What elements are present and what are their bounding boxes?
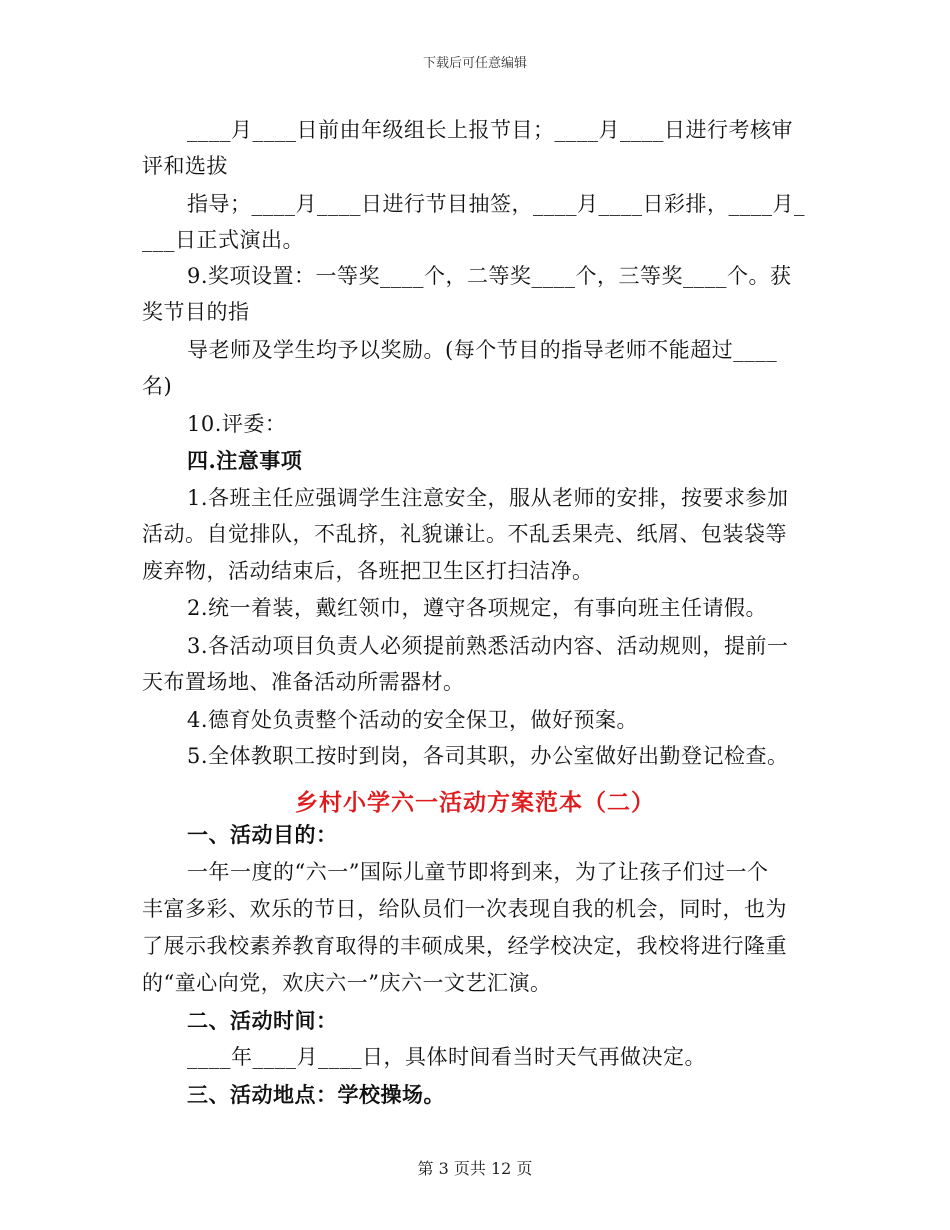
paragraph-line: 9.奖项设置：一等奖____个，二等奖____个，三等奖____个。获 xyxy=(187,264,792,288)
paragraph-line: 的“童心向党，欢庆六一”庆六一文艺汇演。 xyxy=(142,971,552,995)
paragraph-line: 丰富多彩、欢乐的节日，给队员们一次表现自我的机会，同时，也为 xyxy=(142,897,787,921)
paragraph-line: 10.评委： xyxy=(187,412,287,436)
paragraph-line: ____月____日前由年级组长上报节目；____月____日进行考核审 xyxy=(187,118,793,142)
paragraph-line: 名) xyxy=(142,374,173,398)
paragraph-line: 废弃物，活动结束后，各班把卫生区打扫洁净。 xyxy=(142,559,594,583)
paragraph-line: ____年____月____日，具体时间看当时天气再做决定。 xyxy=(187,1045,706,1069)
paragraph-line: 天布置场地、准备活动所需器材。 xyxy=(142,670,465,694)
paragraph-line: 了展示我校素养教育取得的丰硕成果，经学校决定，我校将进行隆重 xyxy=(142,934,787,958)
paragraph-line: 2.统一着装，戴红领巾，遵守各项规定，有事向班主任请假。 xyxy=(187,596,768,620)
paragraph-line: 奖节目的指 xyxy=(142,300,250,324)
section-heading: 四.注意事项 xyxy=(187,448,303,473)
paragraph-line: 评和选拔 xyxy=(142,154,228,178)
document-title: 乡村小学六一活动方案范本（二） xyxy=(295,789,655,816)
paragraph-line: 1.各班主任应强调学生注意安全，服从老师的安排，按要求参加 xyxy=(187,486,789,510)
page-footer: 第 3 页共 12 页 xyxy=(417,1159,533,1178)
section-heading: 一、活动目的： xyxy=(187,822,338,847)
paragraph-line: 4.德育处负责整个活动的安全保卫，做好预案。 xyxy=(187,708,639,732)
paragraph-line: 指导；____月____日进行节目抽签，____月____日彩排，____月_ xyxy=(187,192,805,216)
paragraph-line: ___日正式演出。 xyxy=(142,228,304,252)
section-heading: 二、活动时间： xyxy=(187,1008,338,1033)
section-heading: 三、活动地点：学校操场。 xyxy=(187,1082,445,1107)
paragraph-line: 导老师及学生均予以奖励。(每个节目的指导老师不能超过____ xyxy=(187,338,778,362)
page-header: 下载后可任意编辑 xyxy=(422,56,527,71)
paragraph-line: 一年一度的“六一”国际儿童节即将到来，为了让孩子们过一个 xyxy=(187,860,769,884)
paragraph-line: 活动。自觉排队，不乱挤，礼貌谦让。不乱丢果壳、纸屑、包装袋等 xyxy=(142,522,787,546)
paragraph-line: 3.各活动项目负责人必须提前熟悉活动内容、活动规则，提前一 xyxy=(187,634,789,658)
paragraph-line: 5.全体教职工按时到岗，各司其职，办公室做好出勤登记检查。 xyxy=(187,744,789,768)
